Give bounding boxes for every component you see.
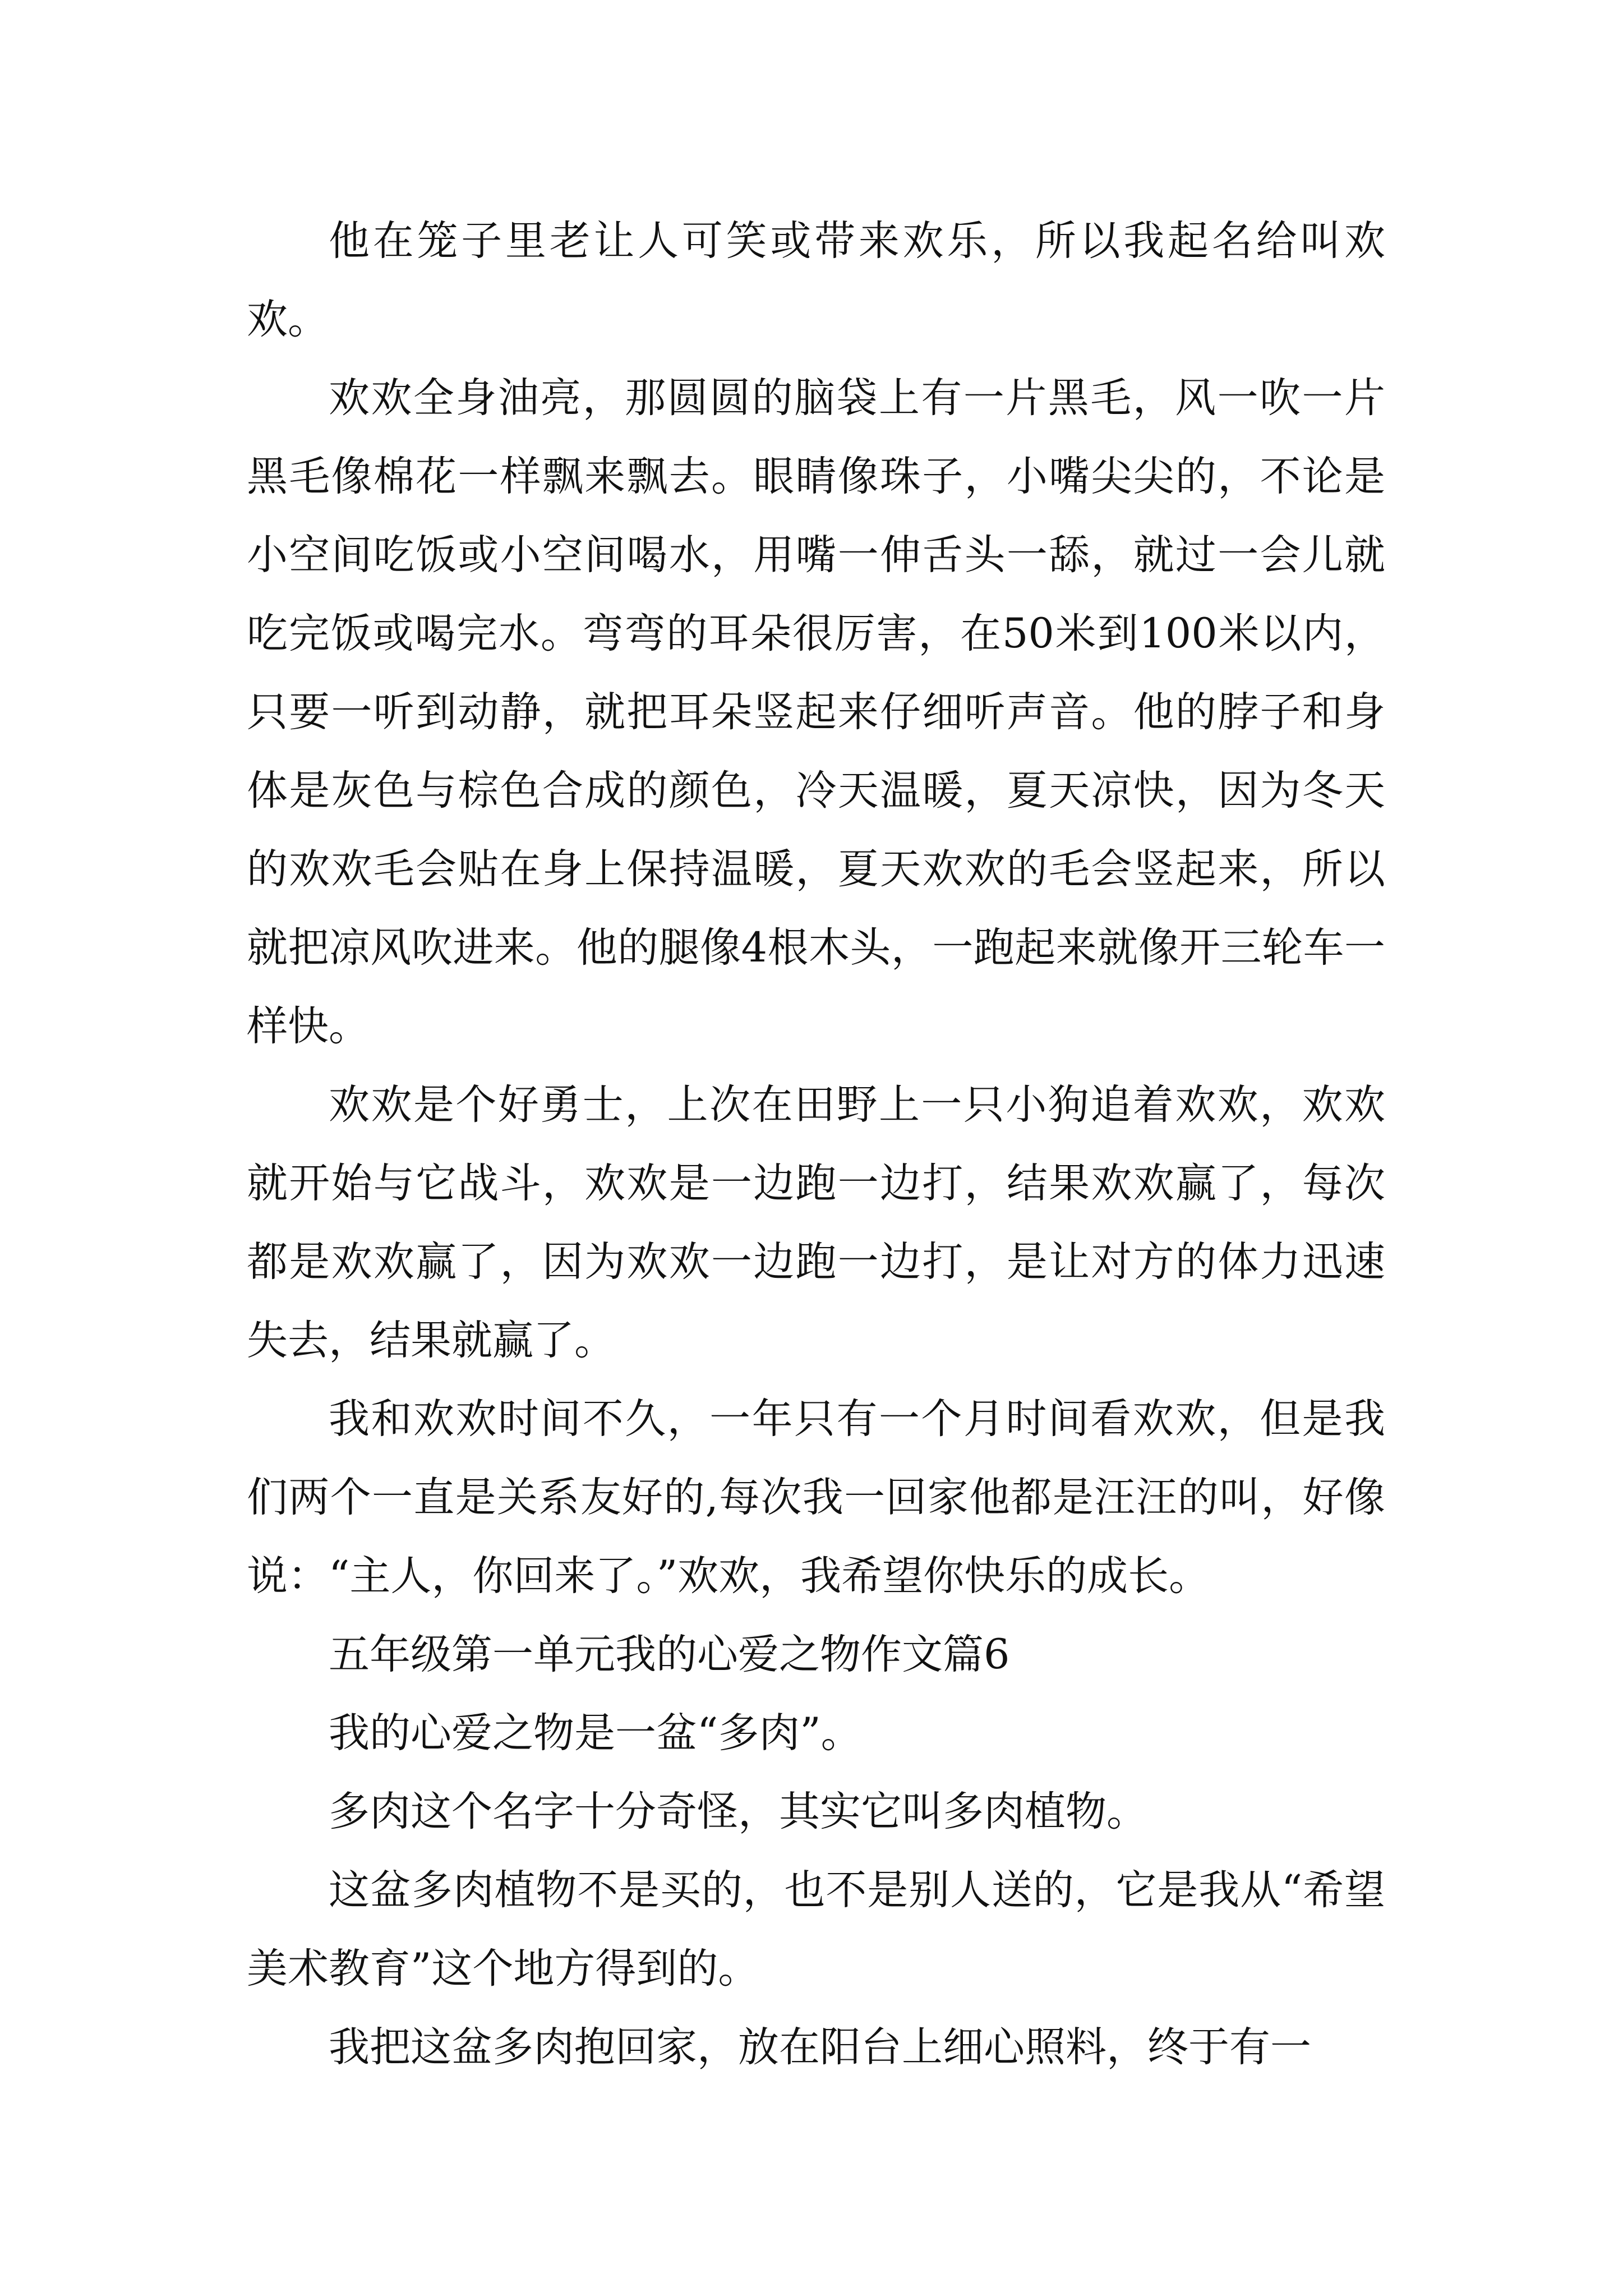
document-body [247, 202, 1385, 2087]
paragraph-succulent-care: 我把这盆多肉抱回家，放在阳台上细心照料，终于有一 [329, 2023, 1311, 2071]
paragraph-huanhuan-name: 他在笼子里老让人可笑或带来欢乐，所以我起名给叫欢欢。 [247, 217, 1385, 343]
paragraph-huanhuan-friendship: 我和欢欢时间不久，一年只有一个月时间看欢欢，但是我们两个一直是关系友好的,每次我一回家他都是汪汪的叫，好像说：“主人，你回来了。”欢欢，我希望你快乐的成长。 [247, 1395, 1385, 1600]
paragraph-huanhuan-warrior: 欢欢是个好勇士，上次在田野上一只小狗追着欢欢，欢欢就开始与它战斗，欢欢是一边跑一边打，结果欢欢赢了，每次都是欢欢赢了，因为欢欢一边跑一边打，是让对方的体力迅速失去，结果就赢了。 [247, 1081, 1385, 1364]
paragraph-huanhuan-appearance: 欢欢全身油亮，那圆圆的脑袋上有一片黑毛，风一吹一片黑毛像棉花一样飘来飘去。眼睛像珠子，小嘴尖尖的，不论是小空间吃饭或小空间喝水，用嘴一伸舌头一舔，就过一会儿就吃完饭或喝完水。弯弯的耳朵很厉害，在50米到100米以内，只要一听到动静，就把耳朵竖起来仔细听声音。他的脖子和身体是灰色与棕色合成的颜色，冷天温暖，夏天凉快，因为冬天的欢欢毛会贴在身上保持温暖，夏天欢欢的毛会竖起来，所以就把凉风吹进来。他的腿像4根木头，一跑起来就像开三轮车一样快。 [247, 374, 1385, 1050]
paragraph-succulent-origin: 这盆多肉植物不是买的，也不是别人送的，它是我从“希望美术教育”这个地方得到的。 [247, 1866, 1385, 1993]
paragraph-succulent-intro: 我的心爱之物是一盆“多肉”。 [329, 1709, 862, 1757]
essay-heading: 五年级第一单元我的心爱之物作文篇6 [329, 1631, 1010, 1678]
paragraph-succulent-name: 多肉这个名字十分奇怪，其实它叫多肉植物。 [329, 1788, 1147, 1835]
